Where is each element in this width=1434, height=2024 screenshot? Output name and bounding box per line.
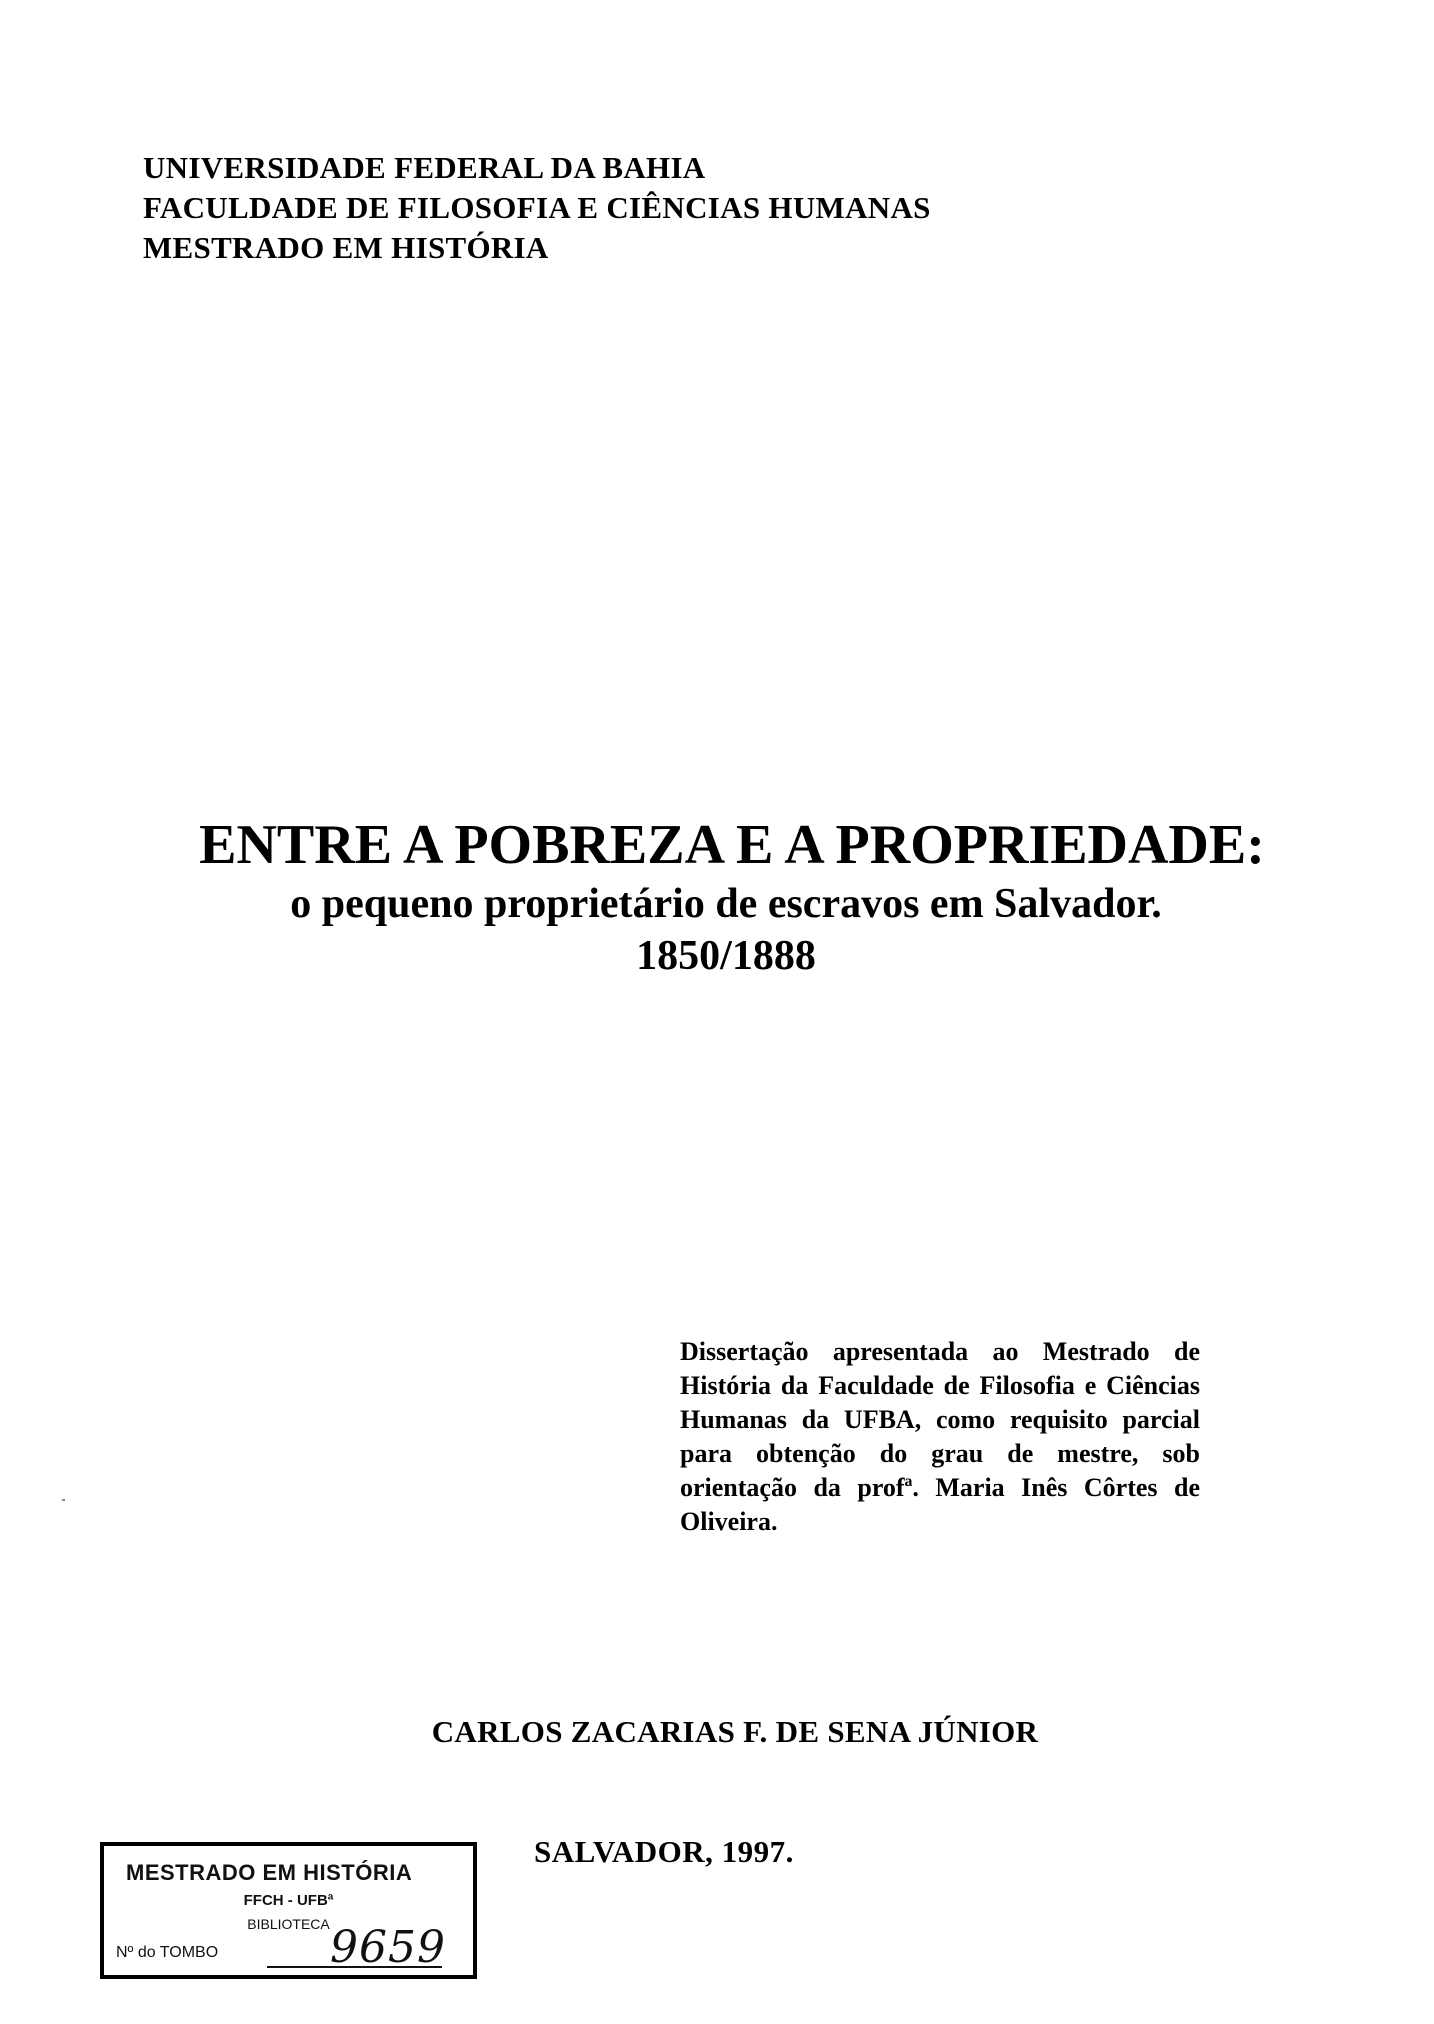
subtitle: o pequeno proprietário de escravos em Salvador. [290, 881, 1162, 927]
stamp-library: BIBLIOTECA [247, 1916, 330, 1932]
program-name: MESTRADO EM HISTÓRIA [143, 230, 549, 265]
place-date: SALVADOR, 1997. [534, 1834, 794, 1869]
library-stamp [100, 1842, 477, 1979]
author-name: CARLOS ZACARIAS F. DE SENA JÚNIOR [431, 1714, 1039, 1749]
faculty-name: FACULDADE DE FILOSOFIA E CIÊNCIAS HUMANAS [143, 190, 931, 225]
dissertation-note: Dissertação apresentada ao Mestrado de História da Faculdade de Filosofia e Ciências Humanas da UFBA, como requisito parcial para obtenção do grau de mestre, sob orientação da profª. Maria Inês Côrtes de Oliveira. [680, 1337, 1200, 1536]
title-block [0, 812, 1434, 982]
period-years: 1850/1888 [636, 933, 816, 979]
stamp-tombo-label: Nº do TOMBO [116, 1944, 219, 1961]
stamp-faculty: FFCH - UFBª [243, 1892, 334, 1909]
university-name: UNIVERSIDADE FEDERAL DA BAHIA [143, 150, 706, 185]
scan-speck [62, 1499, 65, 1501]
stamp-program: MESTRADO EM HISTÓRIA [126, 1860, 413, 1885]
institution-header [143, 148, 931, 268]
stamp-tombo-number: 9659 [330, 1922, 446, 1973]
main-title: ENTRE A POBREZA E A PROPRIEDADE: [199, 814, 1265, 876]
